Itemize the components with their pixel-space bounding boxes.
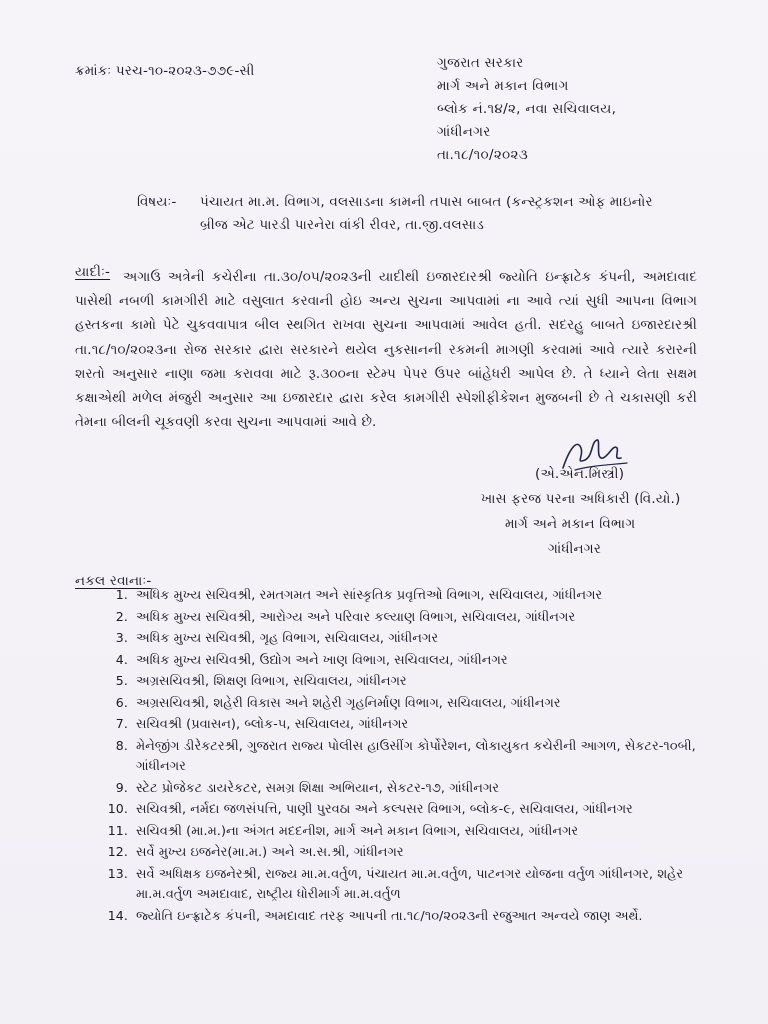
list-item: 1. અધિક મુખ્ય સચિવશ્રી, રમતગમત અને સાંસ્કૃતિક પ્રવૃત્તિઓ વિભાગ, સચિવાલય, ગાંધીનગર [132, 585, 715, 607]
signatory-name: (એ.એન.મિસ્ત્રી) [535, 466, 625, 482]
list-item: 2. અધિક મુખ્ય સચિવશ્રી, આરોગ્ય અને પરિવાર કલ્યાણ વિભાગ, સચિવાલય, ગાંધીનગર [132, 607, 715, 629]
list-item: 11. સચિવશ્રી (મા.મ.)ના અંગત મદદનીશ, માર્ગ અને મકાન વિભાગ, સચિવાલય, ગાંધીનગર [132, 821, 715, 843]
signatory-city: ગાંધીનગર [548, 541, 602, 557]
list-item: 10. સચિવશ્રી, નર્મદા જળસંપત્તિ, પાણી પુરવઠા અને કલ્પસર વિભાગ, બ્લોક-૯, સચિવાલય, ગાંધીનગર [132, 799, 715, 821]
list-item: 12. સર્વે મુખ્ય ઇજનેર(મા.મ.) અને અ.સ.શ્રી, ગાંધીનગર [132, 842, 715, 864]
signatory-title: ખાસ ફરજ પરના અધિકારી (વિ.યો.) [481, 491, 681, 507]
copies-list [75, 585, 715, 927]
list-item: 9. સ્ટેટ પ્રોજેકટ ડાયરેકટર, સમગ્ર શિક્ષા અભિયાન, સેકટર-૧૭, ગાંધીનગર [132, 778, 715, 800]
list-item: 4. અધિક મુખ્ય સચિવશ્રી, ઉદ્યોગ અને ખાણ વિભાગ, સચિવાલય, ગાંધીનગર [132, 650, 715, 672]
list-item: 7. સચિવશ્રી (પ્રવાસન), બ્લોક-૫, સચિવાલય, ગાંધીનગર [132, 714, 715, 736]
header-date: તા.૧૮/૧૦/૨૦૨૩ [437, 147, 528, 163]
signatory-department: માર્ગ અને મકાન વિભાગ [505, 516, 636, 532]
subject-label: વિષયઃ- [137, 194, 177, 210]
copies-label: નકલ રવાનાઃ- [75, 573, 152, 589]
list-item: 14. જ્યોતિ ઇન્ફ્રાટેક કંપની, અમદાવાદ તરફ આપની તા.૧૮/૧૦/૨૦૨૩ની રજુઆત અન્વયે જાણ અર્થે. [132, 906, 715, 928]
body-paragraph: અગાઉ અત્રેની કચેરીના તા.૩૦/૦૫/૨૦૨૩ની યાદીથી ઇજારદારશ્રી જ્યોતિ ઇન્ફ્રાટેક કંપની, અમદાવાદ પાસેથી નબળી કામગીરી માટે વસુલાત કરવાની હોઇ અન્ય સુચના આપવામાં ના આવે ત્યાં સુધી આપના વિભાગ હસ્તકના કામો પેટે ચુકવવાપાત્ર બીલ સ્થગિત રાખવા સુચના આપવામાં આવેલ હતી. સદરહુ બાબતે ઇજારદારશ્રી તા.૧૮/૧૦/૨૦૨૩ના રોજ સરકાર દ્વારા સરકારને થયેલ નુકસાનની રકમની માગણી કરવામાં આવે ત્યારે કરારની શરતો અનુસાર નાણા જમા કરાવવા માટે રૂ.૩૦૦ના સ્ટેમ્પ પેપર ઉપર બાંહેધરી આપેલ છે. તે ધ્યાને લેતા સક્ષમ કક્ષાએથી મળેલ મંજુરી અનુસાર આ ઇજારદાર દ્વારા કરેલ કામગીરી સ્પેશીફીકેશન મુજબની છે તે ચકાસણી કરી તેમના બીલની ચૂકવણી કરવા સુચના આપવામાં આવે છે. [75, 270, 697, 431]
reference-number: ક્રમાંકઃ પરચ-૧૦-૨૦૨૩-૭૭૯-સી [75, 63, 255, 79]
header-city: ગાંધીનગર [437, 124, 491, 140]
letterhead [437, 52, 737, 167]
list-item: 13. સર્વે અધિક્ષક ઇજનેરશ્રી, રાજ્ય મા.મ.વર્તુળ, પંચાયત મા.મ.વર્તુળ, પાટનગર યોજના વર્તુળ ગાંધીનગર, શહેર મા.મ.વર્તુળ અમદાવાદ, રાષ્ટ્રીય ધોરીમાર્ગ મા.મ.વર્તુળ [132, 864, 715, 906]
list-item: 6. અગ્રસચિવશ્રી, શહેરી વિકાસ અને શહેરી ગૃહનિર્માણ વિભાગ, સચિવાલય, ગાંધીનગર [132, 693, 715, 715]
header-government: ગુજરાત સરકાર [437, 55, 524, 71]
subject-line-1: પંચાયત મા.મ. વિભાગ, વલસાડના કામની તપાસ બાબત (કન્સ્ટ્રકશન ઓફ માઇનોર [200, 194, 653, 210]
list-item: 8. મેનેજીંગ ડીરેકટરશ્રી, ગુજરાત રાજ્ય પોલીસ હાઉસીંગ કોર્પોરેશન, લોકાયુકત કચેરીની આગળ, સેકટર-૧૦બી, ગાંધીનગર [132, 736, 715, 778]
list-item: 5. અગ્રસચિવશ્રી, શિક્ષણ વિભાગ, સચિવાલય, ગાંધીનગર [132, 671, 715, 693]
yadi-label: યાદીઃ- [75, 264, 111, 280]
list-item: 3. અધિક મુખ્ય સચિવશ્રી, ગૃહ વિભાગ, સચિવાલય, ગાંધીનગર [132, 628, 715, 650]
header-department: માર્ગ અને મકાન વિભાગ [437, 78, 569, 94]
header-address: બ્લોક નં.૧૪/૨, નવા સચિવાલય, [437, 101, 617, 117]
subject-line-2: બ્રીજ એટ પારડી પારનેરા વાંકી રીવર, તા.જી.વલસાડ [200, 217, 484, 233]
